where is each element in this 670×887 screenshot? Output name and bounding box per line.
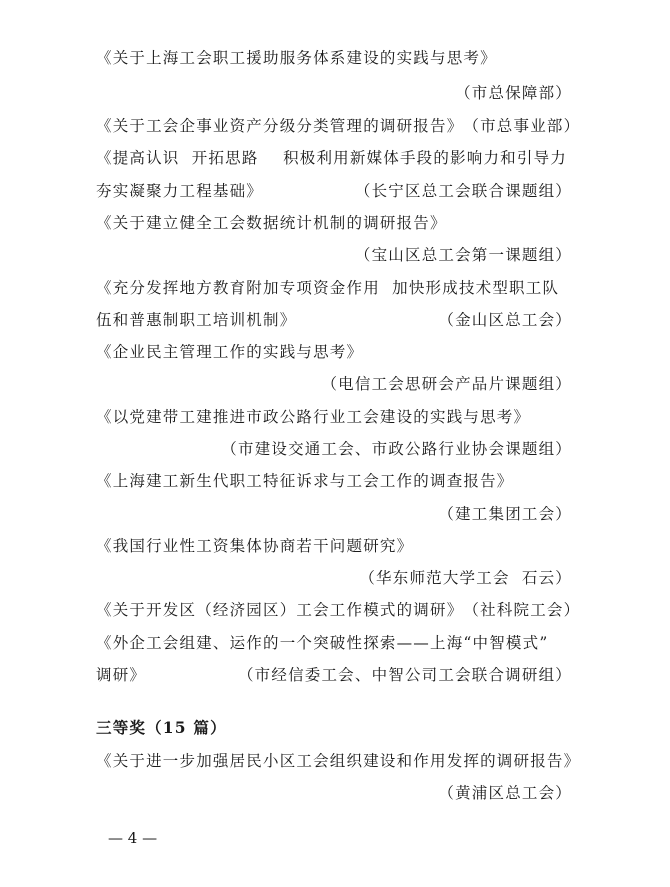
entry-org: （市总事业部） xyxy=(463,117,581,135)
entry-org: （长宁区总工会联合课题组） xyxy=(354,182,572,200)
entry-org: （宝山区总工会第一课题组） xyxy=(354,246,572,264)
entry-org: （建工集团工会） xyxy=(438,505,572,523)
page-number: — 4 — xyxy=(108,829,158,847)
entry-title: 《充分发挥地方教育附加专项资金作用 加快形成技术型职工队 xyxy=(96,279,560,297)
entry-title-cont: 调研》 xyxy=(96,666,147,684)
entry-title-cont: 伍和普惠制职工培训机制》 xyxy=(96,311,297,329)
entry-row xyxy=(96,665,572,685)
entry-title-cont: 夯实凝聚力工程基础》 xyxy=(96,182,264,200)
entry-row xyxy=(96,116,581,136)
entry-title: 《关于工会企事业资产分级分类管理的调研报告》 xyxy=(96,117,464,135)
entry-row xyxy=(96,310,572,330)
entry-title: 《外企工会组建、运作的一个突破性探索——上海“中智模式” xyxy=(96,634,549,652)
entry-row xyxy=(96,600,581,620)
entry-row xyxy=(96,181,572,201)
entry-org: （华东师范大学工会 石云） xyxy=(359,569,572,587)
entry-title: 《上海建工新生代职工特征诉求与工会工作的调查报告》 xyxy=(96,472,514,490)
entry-title: 《我国行业性工资集体协商若干问题研究》 xyxy=(96,537,414,555)
entry-title: 《关于建立健全工会数据统计机制的调研报告》 xyxy=(96,214,447,232)
entry-org: （市建设交通工会、市政公路行业协会课题组） xyxy=(221,440,572,458)
entry-org: （市经信委工会、中智公司工会联合调研组） xyxy=(237,666,572,684)
entry-org: （市总保障部） xyxy=(455,84,572,102)
entry-org: （电信工会思研会产品片课题组） xyxy=(321,375,572,393)
entry-title: 《关于上海工会职工援助服务体系建设的实践与思考》 xyxy=(96,49,497,67)
entry-title: 《关于进一步加强居民小区工会组织建设和作用发挥的调研报告》 xyxy=(96,752,581,770)
entry-title: 《以党建带工建推进市政公路行业工会建设的实践与思考》 xyxy=(96,408,531,426)
entry-org: （黄浦区总工会） xyxy=(438,784,572,802)
entry-title: 《企业民主管理工作的实践与思考》 xyxy=(96,343,364,361)
entry-title: 《关于开发区（经济园区）工会工作模式的调研》 xyxy=(96,601,464,619)
entry-org: （社科院工会） xyxy=(463,601,581,619)
entry-org: （金山区总工会） xyxy=(438,311,572,329)
entry-title: 《提高认识 开拓思路 积极利用新媒体手段的影响力和引导力 xyxy=(96,149,567,167)
section-heading: 三等奖（15 篇） xyxy=(96,718,227,737)
